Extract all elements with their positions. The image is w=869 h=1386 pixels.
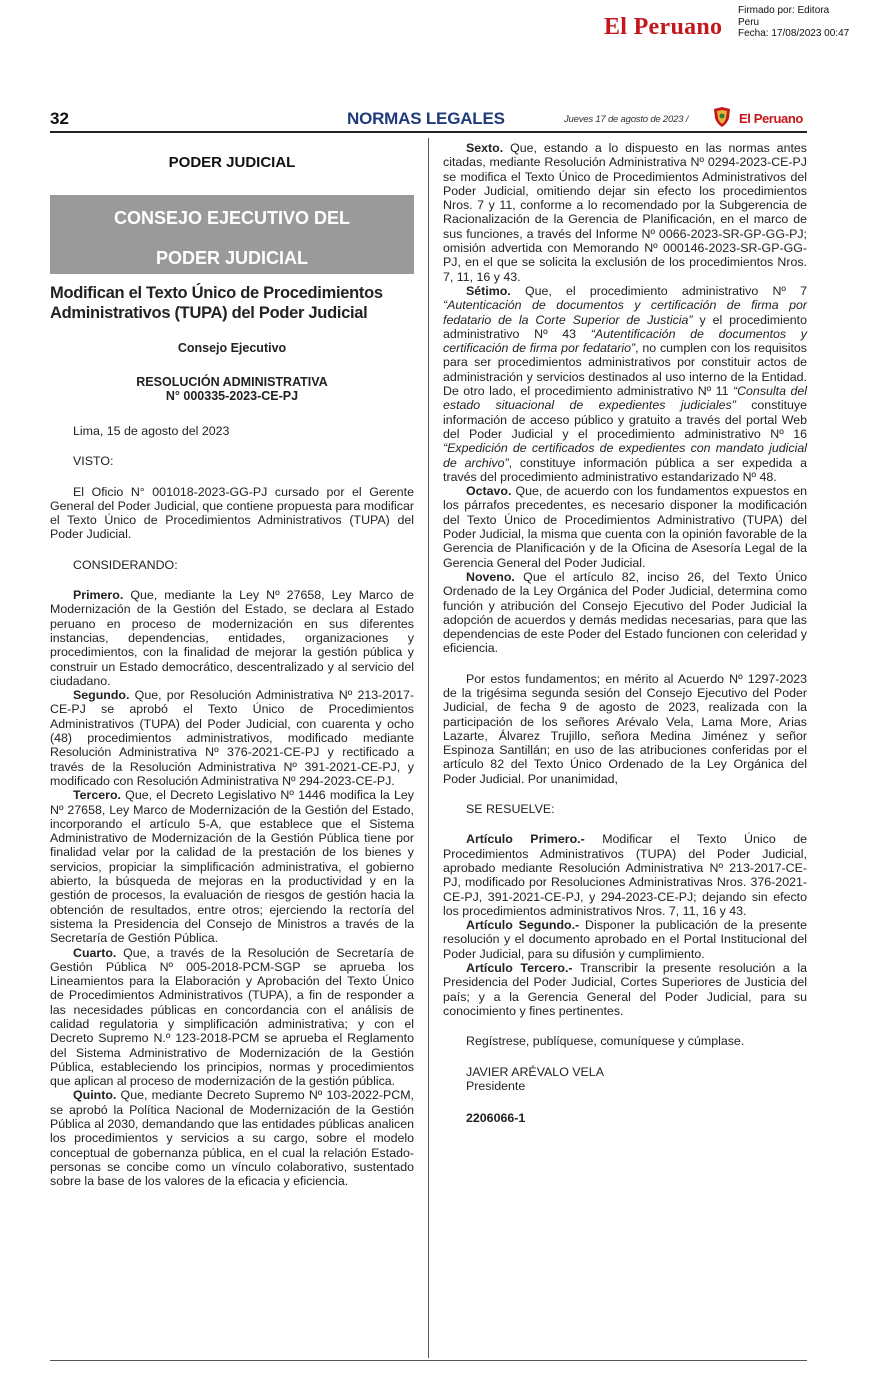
paragraph-text: Que, el Decreto Legislativo Nº 1446 modifica la Ley Nº 27658, Ley Marco de Modernización de la Gestión del Estado, incorporando el artículo 5-A, que establece que el Sistema Administrativo de Modernización de la Gestión Pública tiene por finalidad velar por la calidad de la prestación de los bienes y servicios, propiciar la simplificación administrativa, el gobierno abierto, la búsqueda de mejoras en la productividad y en la gestión de procesos, la evaluación de riesgos de gestión hacia la obtención de resultados, entre otros; ejerciendo la rectoría del sistema la Presidencia del Consejo de Ministros a través de la Secretaría de Gestión Pública. [50, 788, 414, 946]
header-logo: El Peruano [739, 111, 803, 126]
considerando-6 [443, 141, 807, 284]
organ-line: CONSEJO EJECUTIVO DEL [113, 208, 351, 228]
code-text: 2206066-1 [466, 1111, 526, 1126]
considerando-7 [443, 284, 807, 484]
coat-of-arms-icon [712, 106, 732, 128]
considerando-8 [443, 484, 807, 570]
procedure-name: “Consulta del estado situacional de expedientes judiciales” [443, 384, 807, 413]
signature-line: Firmado por: Editora [738, 5, 830, 16]
paragraph-text: Que el artículo 82, inciso 26, del Texto Único Ordenado de la Ley Orgánica del Poder Judicial, determina como función y atribución del Consejo Ejecutivo del Poder Judicial la adopción de acuerdos y demás medidas necesarias, para que las dependencias de este Poder del Estado funcionen con celeridad y eficiencia. [443, 569, 807, 656]
paragraph-text: Que, por Resolución Administrativa Nº 213-2017-CE-PJ se aprobó el Texto Único de Procedimientos Administrativos (TUPA) del Poder Judicial, con cuarenta y ocho (48) procedimientos administrativos, modificado mediante Resolución Administrativa Nº 376-2021-CE-PJ y rectificado a través de la Resolución Administrativa Nº 391-2021-CE-PJ, y modificado con Resolución Administrativa Nº 294-2023-CE-PJ. [50, 688, 414, 788]
left-column [50, 424, 414, 1189]
paragraph-text: Que, a través de la Resolución de Secretaría de Gestión Pública Nº 005-2018-PCM-SGP se aprueba los Lineamientos para la Elaboración y Aprobación del Texto Único de Procedimientos Administrativos (TUPA), a fin de responder a las necesidades públicas en concordancia con el análisis de calidad regulatoria y simplificación administrativa; y con el Decreto Supremo N.º 123-2018-PCM se aprueba el Reglamento del Sistema Administrativo de Modernización de la Gestión Pública, estableciendo los principios, normas y procedimientos que aplican al proceso de modernización de la gestión pública. [50, 945, 414, 1089]
organ-box [50, 195, 414, 274]
header-rule [50, 131, 807, 133]
page-number: 32 [50, 109, 69, 128]
considerando-9 [443, 570, 807, 656]
paragraph-text: Que, estando a lo dispuesto en las normas antes citadas, mediante Resolución Administrativa Nº 0294-2023-CE-PJ se modifica el Texto Único de Procedimientos Administrativos del Poder Judicial, omitiendo dejar sin efecto los procedimientos Nros. 7 y 11, conforme a lo recomendado por la Subgerencia de Racionalización de la Gerencia de Planificación, en el marco de sus funciones, a través del Informe Nº 0066-2023-SR-GP-GG-PJ; omisión advertida con Memorando Nº 000146-2023-SR-GP-GG-PJ, en el que se solicita la exclusión de los procedimientos Nros. 7, 11, 16 y 43. [443, 141, 807, 284]
closing-formula: Regístrese, publíquese, comuníquese y cúmplase. [466, 1034, 745, 1049]
fundamentos: Por estos fundamentos; en mérito al Acuerdo Nº 1297-2023 de la trigésima segunda sesión del Consejo Ejecutivo del Poder Judicial, de fecha 9 de agosto de 2023, realizada con la participación de los señores Arévalo Vela, Lama More, Arias Lazarte, Álvarez Trujillo, señora Medina Jiménez y señor Espinoza Santillán; en uso de las atribuciones conferidas por el artículo 82 del Texto Único Ordenado de la Ley Orgánica del Poder Judicial. Por unanimidad, [443, 671, 807, 786]
right-column [443, 141, 807, 1125]
paragraph-lead: Tercero. [73, 788, 121, 803]
paragraph-lead: Noveno. [466, 569, 515, 584]
paragraph-text: constituye información de acceso público y gratuito a través del portal Web del Poder Judicial y el procedimiento administrativo Nº 16 [443, 398, 807, 441]
signer-name: JAVIER ARÉVALO VELA [466, 1064, 604, 1079]
article-lead: Artículo Primero.- [466, 832, 585, 847]
paragraph-lead: Cuarto. [73, 945, 117, 960]
paragraph-lead: Quinto. [73, 1088, 117, 1103]
paragraph-text: Que, mediante Decreto Supremo Nº 103-2022-PCM, se aprobó la Política Nacional de Modernización de la Gestión Pública al 2030, demandando que las entidades públicas analicen los procedimientos y servicios a su cargo, sobre el modelo conceptual de gobernanza pública, en el cual la relación Estado-personas se concibe como un vínculo colaborativo, sustentado sobre la base de los valores de la eficacia y eficiencia. [50, 1088, 414, 1189]
document-title: Modifican el Texto Único de Procedimientos Administrativos (TUPA) del Poder Judicial [50, 284, 383, 322]
considerando-5 [50, 1088, 414, 1188]
column-divider [428, 138, 429, 1358]
footer-rule [50, 1360, 807, 1361]
paragraph-lead: Octavo. [466, 484, 512, 499]
digital-signature [738, 5, 849, 40]
paragraph-lead: Segundo. [73, 688, 130, 703]
articulo-3 [443, 961, 807, 1018]
resolution-number [50, 375, 414, 403]
paragraph-text: Que, mediante la Ley Nº 27658, Ley Marco de Modernización de la Gestión del Estado, se declara al Estado peruano en proceso de modernización en sus diferentes instancias, dependencias, entidades, organizaciones y procedimientos, con la finalidad de mejorar la gestión pública y construir un Estado democrático, descentralizado y al servicio del ciudadano. [50, 588, 414, 688]
considerando-2 [50, 688, 414, 788]
paragraph-text: y el procedimiento administrativo Nº 43 [443, 312, 807, 341]
paragraph-text: Que, de acuerdo con los fundamentos expuestos en los párrafos precedentes, es necesario disponer la modificación del Texto Único de Procedimientos Administrativo (TUPA) del Poder Judicial, la misma que cuenta con la opinión favorable de la Gerencia de Planificación y de la Oficina de Asesoría Legal de la Gerencia General del Poder Judicial. [443, 484, 807, 570]
section-title: NORMAS LEGALES [347, 109, 505, 128]
article-text: Modificar el Texto Único de Procedimientos Administrativos (TUPA) del Poder Judicial, aprobado mediante Resolución Administrativa Nº 213-2017-CE-PJ, modificado por Resoluciones Administrativas Nros. 376-2021-CE-PJ, 391-2021-CE-PJ, y 294-2023-CE-PJ; dejando sin efecto los procedimientos administrativos Nros. 7, 11, 16 y 43. [443, 832, 807, 918]
place-date: Lima, 15 de agosto del 2023 [73, 424, 230, 438]
paragraph-lead: Sétimo. [466, 283, 511, 298]
resolution-line: RESOLUCIÓN ADMINISTRATIVA [136, 375, 328, 389]
visto-label: VISTO: [73, 454, 114, 469]
paragraph-text: Que, el procedimiento administrativo Nº 7 [510, 283, 807, 298]
considerando-4 [50, 946, 414, 1089]
considerando-label: CONSIDERANDO: [73, 557, 178, 572]
resuelve-label: SE RESUELVE: [466, 802, 555, 817]
paragraph-text: , no cumplen con los requisitos para ser procedimientos administrativos por constituir actos de administración y servicios destinados al uso interno de la Entidad. De otro lado, el procedimiento administrativo Nº 11 [443, 341, 808, 399]
issuer: Consejo Ejecutivo [177, 341, 287, 355]
signature-line: Peru [738, 16, 760, 28]
considerando-3 [50, 788, 414, 945]
publication-code [443, 1111, 807, 1125]
el-peruano-logo: El Peruano [604, 14, 723, 40]
signature-line: Fecha: 17/08/2023 00:47 [738, 28, 850, 39]
paragraph-lead: Sexto. [466, 141, 504, 155]
resolution-line: N° 000335-2023-CE-PJ [165, 389, 299, 403]
procedure-name: “Autentificación de documentos y certificación de firma por fedatario” [443, 326, 807, 356]
considerando-1 [50, 588, 414, 688]
paragraph-text: , constituye información pública a ser expedida a través del procedimiento administrativo estandarizado Nº 48. [443, 455, 807, 484]
signer-role: Presidente [466, 1078, 526, 1093]
articulo-2 [443, 918, 807, 961]
articulo-1 [443, 832, 807, 918]
article-lead: Artículo Tercero.- [466, 961, 573, 976]
procedure-name: “Expedición de certificados de expedientes con mandato judicial de archivo” [443, 441, 807, 470]
article-text: Disponer la publicación de la presente resolución y el documento aprobado en el Portal Institucional del Poder Judicial, para su difusión y cumplimiento. [443, 918, 807, 961]
header-date: Jueves 17 de agosto de 2023 / [564, 114, 689, 125]
organ-line: PODER JUDICIAL [155, 248, 308, 268]
visto-text: El Oficio N° 001018-2023-GG-PJ cursado por el Gerente General del Poder Judicial, que contiene propuesta para modificar el Texto Único de Procedimientos Administrativos (TUPA) del Poder Judicial. [50, 484, 414, 542]
procedure-name: “Autenticación de documentos y certificación de firma por fedatario de la Corte Superior de Justicia” [443, 298, 807, 327]
institution-heading: PODER JUDICIAL [168, 154, 296, 171]
article-lead: Artículo Segundo.- [466, 918, 580, 933]
article-text: Transcribir la presente resolución a la Presidencia del Poder Judicial, Cortes Superiores de Justicia del país; y a la Gerencia General del Poder Judicial, para su conocimiento y fines pertinentes. [443, 961, 807, 1018]
paragraph-lead: Primero. [73, 588, 124, 603]
